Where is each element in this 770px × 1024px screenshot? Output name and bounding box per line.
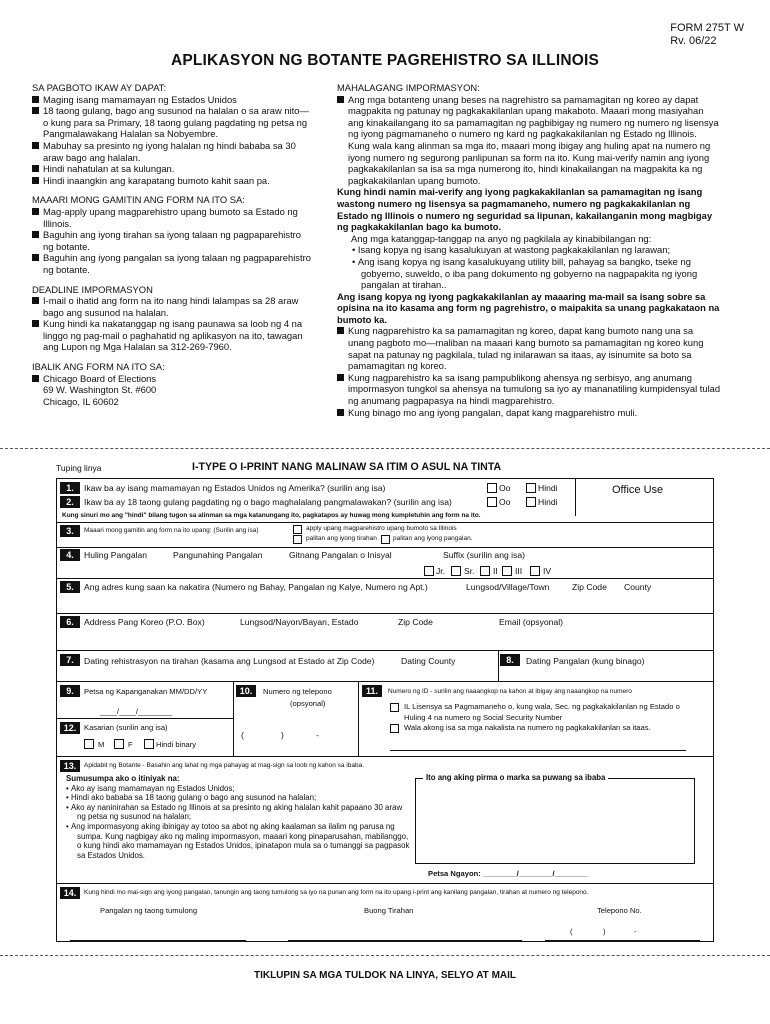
q3-name-checkbox[interactable] xyxy=(381,535,390,544)
q9-number: 9. xyxy=(60,685,80,697)
q4-first-name-label: Pangunahing Pangalan xyxy=(173,550,263,560)
qual-item: 18 taong gulang, bago ang susunod na halalan o sa araw nito—o kung para sa Primary, 18 taong gulang pagdating ng petsa ng Pangmalawakang Halalan sa Nobyembre. xyxy=(32,105,312,140)
q8-previous-name-label: Dating Pangalan (kung binago) xyxy=(526,656,645,666)
gender-f-label: F xyxy=(128,740,133,749)
page-title: APLIKASYON NG BOTANTE PAGREHISTRO SA ILLINOIS xyxy=(170,52,600,69)
qual-item: Hindi inaangkin ang karapatang bumoto kahit saan pa. xyxy=(32,175,312,187)
q14-phone-open: ( xyxy=(570,927,573,936)
q13-affidavit-label: Apidabit ng Botante - Basahin ang lahat ng mga pahayag at mag-sign sa loob ng kahon sa ibaba. xyxy=(84,762,365,769)
q4-suffix-label: Suffix (surilin ang isa) xyxy=(443,550,525,560)
return-address-line: 69 W. Washington St. #600 xyxy=(43,384,157,396)
q8-number: 8. xyxy=(500,654,520,666)
qual-item: Mabuhay sa presinto ng iyong halalan ng hindi bababa sa 30 araw bago ang halalan. xyxy=(32,140,312,163)
office-use-divider xyxy=(575,478,576,516)
q7-number: 7. xyxy=(60,654,80,666)
return-address-line: Chicago, IL 60602 xyxy=(43,395,119,407)
q14-helper-instruction: Kung hindi mo mai-sign ang iyong pangalan, tanungin ang taong tumulong sa iyo na punan ang form na ito upang i-print ang kanilang pangalan, tirahan at numero ng telepono. xyxy=(84,889,589,896)
gender-nonbinary-checkbox[interactable] xyxy=(144,739,154,749)
form-number: FORM 275T W xyxy=(670,22,744,34)
q5-zip-label: Zip Code xyxy=(572,582,607,592)
gender-m-label: M xyxy=(98,740,105,749)
q1-question: Ikaw ba ay isang mamamayan ng Estados Unidos ng Amerika? (surilin ang isa) xyxy=(84,483,386,493)
q13-sworn: Sumusumpa ako o itiniyak na: xyxy=(66,774,180,783)
return-address: Chicago Board of Elections xyxy=(32,373,312,385)
signature-box[interactable] xyxy=(415,778,695,864)
q6-zip-label: Zip Code xyxy=(398,617,433,627)
q10-divider xyxy=(233,681,234,756)
q7-row xyxy=(56,650,714,651)
right-column xyxy=(337,82,721,418)
suffix-iii-label: III xyxy=(515,566,523,576)
fold-line-label: Tuping linya xyxy=(56,463,102,473)
q13-row xyxy=(56,756,714,757)
suffix-jr-label: Jr. xyxy=(436,566,446,576)
q13-bullet: • Ako ay naninirahan sa Estado ng Illinois at sa presinto ng aking halalan kahit papaano 30 araw ng petsa ng susunod na halalan; xyxy=(66,802,403,822)
q2-oo-label: Oo xyxy=(499,497,511,507)
q14-helper-name-line[interactable] xyxy=(70,940,246,941)
qual-item: Maging isang mamamayan ng Estados Unidos xyxy=(32,94,312,106)
q3-number: 3. xyxy=(60,525,80,537)
form-number-block xyxy=(670,22,744,48)
q6-email-label: Email (opsyonal) xyxy=(499,617,563,627)
q14-home-label: Buong Tirahan xyxy=(364,906,414,915)
suffix-iv-label: IV xyxy=(543,566,552,576)
info-heading: MAHALAGANG IMPORMASYON: xyxy=(337,82,480,93)
deadline-heading: DEADLINE IMPORMASYON xyxy=(32,283,153,295)
q10-phone-dash: - xyxy=(316,730,319,740)
return-heading: IBALIK ANG FORM NA ITO SA: xyxy=(32,361,165,373)
q1-number: 1. xyxy=(60,482,80,494)
use-item: Baguhin ang iyong tirahan sa iyong talaan ng pagpaparehistro ng botante. xyxy=(32,229,312,252)
info-bold-1: Kung hindi namin mai-verify ang iyong pagkakakilanlan sa pamamagitan ng isang wastong numero ng lisensya sa pagmamaneho, numero ng pagkakakilanlan ng Estado ng Illinois o numero ng seguridad sa lipunan, kakailanganin mong magbigay ng pagkakakilanlan bago ka bumoto. xyxy=(337,186,713,233)
q14-phone-dash: - xyxy=(634,927,637,936)
q4-last-name-label: Huling Pangalan xyxy=(84,550,148,560)
q8-divider xyxy=(498,650,499,681)
bottom-fold-line xyxy=(0,955,770,956)
q7-county-label: Dating County xyxy=(401,656,456,666)
q1-q2-note: Kung sinuri mo ang "hindi" bilang tugon sa alinman sa mga katanungang ito, pagkatapos ay huwag mong kumpletuhin ang form na ito. xyxy=(62,512,481,519)
q4-middle-name-label: Gitnang Pangalan o Inisyal xyxy=(289,550,392,560)
q2-question: Ikaw ba ay 18 taong gulang pagdating ng o bago maghalalang pangmalawakan? (surilin ang isa) xyxy=(84,497,452,507)
q11-number: 11. xyxy=(362,685,382,697)
q11-none-checkbox[interactable] xyxy=(390,724,399,733)
q6-city-label: Lungsod/Nayon/Bayan, Estado xyxy=(240,617,359,627)
q3-name-label: palitan ang iyong pangalan. xyxy=(393,535,473,542)
info-bold-2: Ang isang kopya ng iyong pagkakakilanlan ay maaaring ma-mail sa isang sobre sa opisina na ito kasama ang form ng pagrehistro, o maipakita sa unang pagkakataon na bumoto ka. xyxy=(337,290,720,325)
q1-oo-label: Oo xyxy=(499,483,511,493)
q6-number: 6. xyxy=(60,616,80,628)
today-date-label[interactable]: Petsa Ngayon: ________/________/________ xyxy=(428,869,589,878)
info-item: Kung binago mo ang iyong pangalan, dapat kang magparehistro muli. xyxy=(337,407,721,419)
q9-dob-label: Petsa ng Kapanganakan MM/DD/YY xyxy=(84,687,208,696)
q3-address-checkbox[interactable] xyxy=(293,535,302,544)
qual-item: Hindi nahatulan at sa kulungan. xyxy=(32,163,312,175)
info-item: Kung nagparehistro ka sa pamamagitan ng koreo, dapat kang bumoto nang una sa unang pagboto mo—maliban na maaari kang bumoto sa pamamagitan ng koreo kung sapat na patunay ng pagkilala, tulad ng inilarawan sa itaas, ay isinumite sa boto sa pamamagitan ng koreo. xyxy=(337,325,721,371)
print-instruction: I-TYPE O I-PRINT NANG MALINAW SA ITIM O ASUL NA TINTA xyxy=(192,461,502,473)
use-heading: MAAARI MONG GAMITIN ANG FORM NA ITO SA: xyxy=(32,194,245,206)
q10-number: 10. xyxy=(236,685,256,697)
q13-bullet: • Ako ay isang mamamayan ng Estados Unidos; xyxy=(66,783,235,793)
fold-instruction: TIKLUPIN SA MGA TULDOK NA LINYA, SELYO AT MAIL xyxy=(253,970,517,981)
q11-divider xyxy=(358,681,359,756)
suffix-jr-checkbox[interactable] xyxy=(424,566,434,576)
q11-license-checkbox[interactable] xyxy=(390,703,399,712)
q13-bullet: • Ang impormasyong aking ibinigay ay totoo sa abot ng aking kaalaman sa ilalim ng parusa ng sumpa. Kung nagbigay ako ng maling impormasyon, maaari kong pinaparusahan, mabilanggo, o kung hindi ako mamamayan ng Estados Unidos, ipinatapon mula sa o tumanggi sa pagpasok sa Estados Unidos. xyxy=(66,821,410,860)
gender-f-checkbox[interactable] xyxy=(114,739,124,749)
q5-number: 5. xyxy=(60,581,80,593)
gender-m-checkbox[interactable] xyxy=(84,739,94,749)
q13-number: 13. xyxy=(60,760,80,772)
q12-number: 12. xyxy=(60,722,80,734)
q11-id-label: Numero ng ID - surilin ang naaangkop na kahon at ibigay ang naaangkop na numero xyxy=(388,688,632,695)
use-item: Mag-apply upang magparehistro upang bumoto sa Estado ng Illinois. xyxy=(32,206,312,229)
q11-license-label: IL Lisensya sa Pagmamaneho o, kung wala, Sec. ng pagkakakilanlan ng Estado o xyxy=(404,702,680,711)
id-form-item: • Isang kopya ng isang kasalukuyan at wastong pagkakakilanlan ng larawan; xyxy=(352,244,671,256)
q14-home-line[interactable] xyxy=(288,940,522,941)
suffix-sr-checkbox[interactable] xyxy=(451,566,461,576)
suffix-ii-checkbox[interactable] xyxy=(480,566,490,576)
q6-mailing-label: Address Pang Koreo (P.O. Box) xyxy=(84,617,205,627)
q2-oo-checkbox[interactable] xyxy=(487,497,497,507)
q5-city-label: Lungsod/Village/Town xyxy=(466,582,550,592)
info-paragraph: Ang mga botanteng unang beses na nagrehistro sa pamamagitan ng koreo ay dapat magpakita ng patunay ng pagkakakilanlan upang makaboto. Maaari mong masiyahan ang kinakailangang ito sa pamamagitan ng pagbibigay ng numero ng numero ng lisensya ng iyong pagmamaneho o numero ng kard ng pagkakakilanlan ng Estado ng Illinois. Kung wala kang alinman sa mga ito, maaari mong ibigay ang huling apat na numero ng iyong numero ng segurong panlipunan sa form na ito. Kung mai-verify namin ang iyong pagkakakilanlan sa isa sa mga numerong ito, hindi kinakailangan na magpakita ka ng pagkakakilanlan upang bumoto. xyxy=(337,94,721,187)
q1-hindi-checkbox[interactable] xyxy=(526,483,536,493)
q14-number: 14. xyxy=(60,887,80,899)
q2-hindi-checkbox[interactable] xyxy=(526,497,536,507)
q12-row xyxy=(56,718,233,719)
suffix-ii-label: II xyxy=(493,566,498,576)
q13-bullet: • Hindi ako bababa sa 18 taong gulang o bago ang susunod na halalan; xyxy=(66,793,317,803)
q1-hindi-label: Hindi xyxy=(538,483,558,493)
q14-row xyxy=(56,883,714,884)
suffix-sr-label: Sr. xyxy=(464,566,475,576)
q11-id-line[interactable] xyxy=(390,750,686,751)
q10-phone-label: Numero ng telepono xyxy=(263,687,332,696)
id-forms-intro: Ang mga katanggap-tanggap na anyo ng pagkilala ay kinabibilangan ng: xyxy=(351,232,652,244)
q14-phone-line[interactable] xyxy=(545,940,700,941)
q6-row xyxy=(56,613,714,614)
q10-phone-open: ( xyxy=(241,730,244,740)
suffix-iii-checkbox[interactable] xyxy=(502,566,512,576)
q10-phone-close: ) xyxy=(281,730,284,740)
id-form-item: • Ang isang kopya ng isang kasalukuyang utility bill, pahayag sa bangko, tseke ng gobyerno, suweldo, o iba pang dokumento ng gobyerno na nagpapakita ng iyong pangalan at tirahan.. xyxy=(352,255,698,291)
q12-gender-label: Kasarian (surilin ang isa) xyxy=(84,723,168,732)
left-column xyxy=(32,82,312,407)
q3-row xyxy=(56,522,714,523)
q9-dob-blank[interactable]: ____/____/________ xyxy=(100,707,172,716)
q1-oo-checkbox[interactable] xyxy=(487,483,497,493)
q2-number: 2. xyxy=(60,496,80,508)
q13-statements xyxy=(66,774,411,860)
gender-nonbinary-label: Hindi binary xyxy=(156,740,197,749)
q4-number: 4. xyxy=(60,549,80,561)
q7-previous-address-label: Dating rehistrasyon na tirahan (kasama ang Lungsod at Estado at Zip Code) xyxy=(84,656,375,666)
suffix-iv-checkbox[interactable] xyxy=(530,566,540,576)
q5-row xyxy=(56,578,714,579)
qual-heading: SA PAGBOTO IKAW AY DAPAT: xyxy=(32,82,167,93)
q11-ssn-label: Huling 4 na numero ng Social Security Number xyxy=(404,713,563,722)
q5-county-label: County xyxy=(624,582,652,592)
q14-phone-label: Telepono No. xyxy=(597,906,642,915)
q3-register-label: apply upang magparehistro upang bumoto sa Illinois xyxy=(306,525,457,532)
q10-optional-label: (opsyonal) xyxy=(290,699,326,708)
q14-phone-close: ) xyxy=(603,927,606,936)
info-item: Kung nagparehistro ka sa isang pampublikong ahensya ng serbisyo, ang anumang impormasyon tungkol sa ahensya na tumulong sa iyo ay mananatiling kumpidensyal tulad ng anumang pagpapasya na hindi magparehistro. xyxy=(337,372,721,407)
q3-question: Maaari mong gamitin ang form na ito upang: (Surilin ang isa) xyxy=(84,527,259,534)
q2-hindi-label: Hindi xyxy=(538,497,558,507)
deadline-item: I-mail o ihatid ang form na ito nang hindi lalampas sa 28 araw bago ang susunod na halalan. xyxy=(32,295,312,318)
q4-row xyxy=(56,547,714,548)
q3-register-checkbox[interactable] xyxy=(293,525,302,534)
q14-helper-name-label: Pangalan ng taong tumulong xyxy=(100,906,198,915)
revision: Rv. 06/22 xyxy=(670,35,717,47)
office-use-label: Office Use xyxy=(612,484,664,496)
use-item: Baguhin ang iyong pangalan sa iyong talaan ng pagpaparehistro ng botante. xyxy=(32,252,312,275)
q11-none-label: Wala akong isa sa mga nakalista na numero ng pagkakakilanlan sa itaas. xyxy=(404,723,651,732)
deadline-item: Kung hindi ka nakatanggap ng isang paunawa sa loob ng 4 na linggo ng pag-mail o paghahatid ng aplikasyon na ito, tawagan ang Lupon ng Mga Halalan sa 312-269-7960. xyxy=(32,318,312,353)
q5-address-label: Ang adres kung saan ka nakatira (Numero ng Bahay, Pangalan ng Kalye, Numero ng Apt.) xyxy=(84,582,428,592)
q3-address-label: palitan ang iyong tirahan xyxy=(306,535,377,542)
signature-label: Ito ang aking pirma o marka sa puwang sa ibaba xyxy=(423,773,608,782)
fold-line xyxy=(0,448,770,449)
q9-row xyxy=(56,681,714,682)
